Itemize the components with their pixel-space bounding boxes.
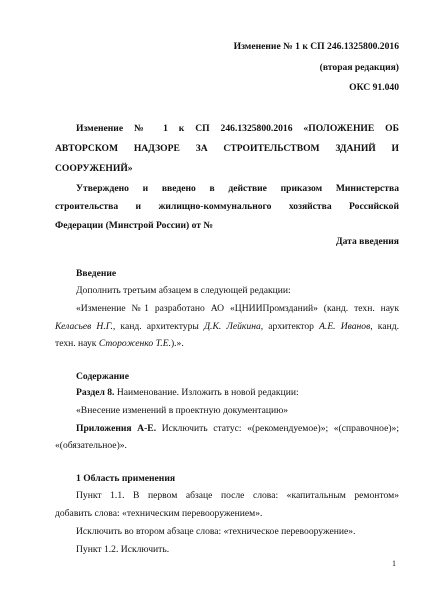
doc-title-line2: АВТОРСКОМ НАДЗОРЕ ЗА СТРОИТЕЛЬСТВОМ ЗДАНИЙ И: [55, 143, 399, 154]
author-title-4: , канд.: [370, 321, 399, 332]
header-oks-code: ОКС 91.040: [349, 82, 399, 93]
doc-title-line1: Изменение № 1 к СП 246.1325800.2016 «ПОЛОЖЕНИЕ ОБ: [76, 123, 399, 134]
introduction-quote-line1: «Изменение №1 разработано АО «ЦНИИПромзданий» (канд. техн. наук: [76, 303, 399, 314]
section8-label: Раздел 8.: [76, 387, 115, 398]
introduction-quote-line1-wrap: [76, 301, 399, 317]
scope-p3: Пункт 1.2. Исключить.: [76, 544, 170, 555]
approval-line2: строительства и жилищно-коммунального хозяйства Российской: [55, 201, 399, 212]
scope-p2: Исключить во втором абзаце слова: «техническое перевооружение».: [76, 526, 356, 537]
contents-section8: [76, 385, 299, 401]
introduction-quote-line2: [55, 319, 399, 335]
section8-text: Наименование. Изложить в новой редакции:: [114, 387, 299, 398]
author-title-4b: техн. наук: [55, 338, 99, 349]
appendix-line1-text: [76, 421, 399, 437]
appendix-label: Приложения А-Е.: [76, 423, 157, 434]
doc-header: [40, 39, 399, 96]
header-amendment-title: Изменение № 1 к СП 246.1325800.2016: [233, 41, 399, 52]
scope-p1-line2: добавить слова: «техническим перевооружением».: [55, 508, 263, 519]
doc-title-line3: СООРУЖЕНИЙ»: [55, 162, 133, 174]
contents-section8-new-title: «Внесение изменений в проектную документацию»: [76, 405, 289, 416]
author-name-3: А.Е. Иванов: [319, 321, 371, 332]
contents-appendix-line2: «(обязательное)».: [55, 440, 127, 451]
author-name-4: Стороженко Т.Е.: [98, 338, 171, 349]
contents-heading: Содержание: [76, 371, 129, 382]
header-edition: (вторая редакция): [319, 61, 399, 73]
introduction-quote-line3: [55, 336, 184, 352]
scope-p1-line1: Пункт 1.1. В первом абзаце после слова: «капитальным ремонтом»: [76, 490, 399, 501]
page-number: 1: [392, 559, 396, 568]
doc-title-line1-wrap: [76, 121, 399, 137]
author-name-2: Д.К. Лейкина: [203, 321, 261, 332]
introduction-instruction: Дополнить третьим абзацем в следующей редакции:: [76, 285, 291, 296]
approval-rest: [55, 199, 399, 233]
scope-p1-line1-wrap: [76, 488, 399, 504]
scope-heading: 1 Область применения: [76, 473, 176, 484]
quote-close: ).».: [170, 338, 184, 349]
doc-title-rest: [55, 141, 399, 176]
author-title-3: , архитектор: [260, 321, 320, 332]
approval-line1: Утверждено и введено в действие приказом Министерства: [76, 183, 399, 194]
introduction-quote-line2-text: [55, 319, 399, 335]
author-name-1: Келасьев Н.Г.: [55, 321, 113, 332]
introduction-heading: Введение: [76, 268, 117, 279]
contents-appendix-line1: [76, 421, 399, 437]
approval-line3: Федерации (Минстрой России) от №: [55, 219, 214, 231]
author-title-2: , канд. архитектуры: [112, 321, 204, 332]
approval-line1-wrap: [76, 181, 399, 197]
intro-date-label: Дата введения: [335, 236, 399, 247]
appendix-text: Исключить статус: «(рекомендуемое)»; «(справочное)»;: [156, 423, 400, 434]
